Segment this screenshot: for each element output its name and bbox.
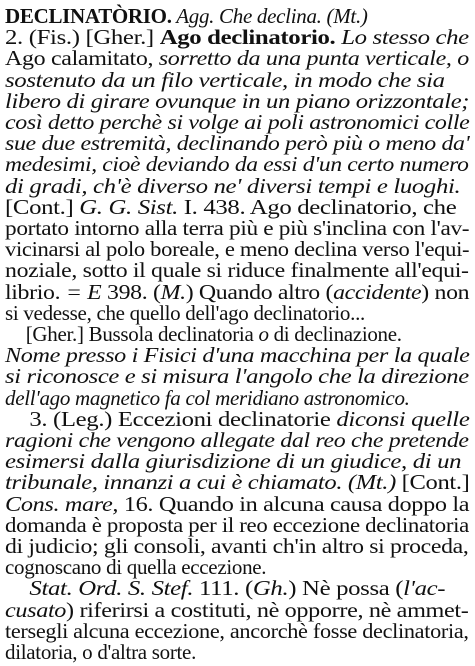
- italic-text: sorretto da una punta verticale, o: [158, 46, 469, 71]
- italic-text: Nome presso i Fisici d'una macchina per la quale: [5, 343, 470, 368]
- text-segment: [Gher.] Bussola declinatoria: [5, 322, 259, 346]
- italic-text: l'ac-: [403, 576, 446, 601]
- text-segment: portato intorno alla terra più e più s'inclina con l'av-: [5, 216, 470, 240]
- entry-text-line: [5, 639, 196, 665]
- italic-text: tribunale, innanzi a cui è chiamato. (Mt.): [5, 470, 396, 495]
- italic-text: Lo stesso che: [335, 25, 469, 50]
- italic-text: sostenuto da un filo verticale, in modo che sia: [5, 67, 445, 92]
- text-segment: ) non: [421, 279, 470, 304]
- italic-text: Agg. Che declina. (Mt.): [171, 4, 368, 28]
- bold-term: DECLINATÒRIO.: [5, 4, 172, 28]
- italic-text: esimersi dalla giurisdizione di un giudice, di un: [5, 449, 462, 474]
- text-segment: vicinarsi al polo boreale, e meno declina verso l'equi-: [5, 237, 470, 262]
- text-segment: si vedesse, che quello dell'ago declinatorio...: [5, 300, 365, 325]
- italic-text: G. G. Sist.: [79, 194, 178, 219]
- italic-text: di gradi, ch'è diverso ne' diversi tempi e luoghi.: [5, 173, 461, 198]
- text-segment: noziale, sotto il quale si riduce finalmente all'equi-: [5, 258, 469, 283]
- italic-text: = E: [65, 279, 102, 304]
- italic-text: M.: [160, 279, 186, 304]
- italic-text: Cons. mare,: [5, 491, 119, 516]
- italic-text: si riconosce e si misura l'angolo che la direzione: [5, 364, 469, 389]
- text-segment: I. 438. Ago declinatorio, che: [177, 194, 457, 219]
- text-segment: tersegli alcuna eccezione, ancorchè fosse declinatoria,: [5, 618, 469, 643]
- italic-text: cusato: [5, 597, 67, 622]
- italic-text: dell'ago magnetico fa col meridiano astronomico.: [5, 385, 410, 410]
- text-segment: domanda è proposta per il reo eccezione declinatoria: [5, 512, 469, 537]
- text-segment: Ago calamitato,: [5, 46, 159, 71]
- italic-text: Gh.: [252, 576, 289, 601]
- text-segment: 111. (: [193, 576, 253, 601]
- italic-text: ragioni che vengono allegate dal reo che pretende: [5, 428, 469, 452]
- italic-text: così detto perchè si volge ai poli astronomici colle: [5, 110, 470, 134]
- text-segment: 16. Quando in alcuna causa doppo la: [118, 491, 470, 516]
- text-segment: dilatoria, o d'altra sorte.: [5, 640, 197, 664]
- text-segment: [Cont.]: [5, 194, 80, 219]
- text-segment: 398. (: [101, 279, 161, 304]
- text-segment: di declinazione.: [268, 322, 402, 346]
- bold-term: Ago declinatorio.: [159, 25, 336, 50]
- italic-text: o: [258, 322, 269, 346]
- text-segment: ) Nè possa (: [288, 576, 404, 601]
- italic-text: libero di girare ovunque in un piano orizzontale;: [5, 88, 470, 113]
- text-segment: [Cont.]: [395, 470, 470, 495]
- italic-text: diconsi quelle: [336, 406, 470, 431]
- italic-text: sue due estremità, declinando però più o meno da': [5, 131, 470, 156]
- italic-text: Stat. Ord. S. Stef.: [29, 576, 194, 601]
- text-segment: ) riferirsi a costituti, nè opporre, nè ammet-: [66, 597, 469, 622]
- text-segment: ) Quando altro (: [185, 279, 334, 304]
- text-segment: di judicio; gli consoli, avanti ch'in altro si proceda,: [5, 534, 469, 558]
- text-segment: 2. (Fis.) [Gher.]: [5, 25, 160, 50]
- text-segment: 3. (Leg.) Eccezioni declinatorie: [5, 406, 337, 431]
- text-segment: librio.: [5, 279, 66, 304]
- italic-text: accidente: [333, 279, 422, 304]
- italic-text: medesimi, cioè deviando da essi d'un certo numero: [5, 152, 469, 177]
- text-segment: cognoscano di quella eccezione.: [5, 555, 267, 580]
